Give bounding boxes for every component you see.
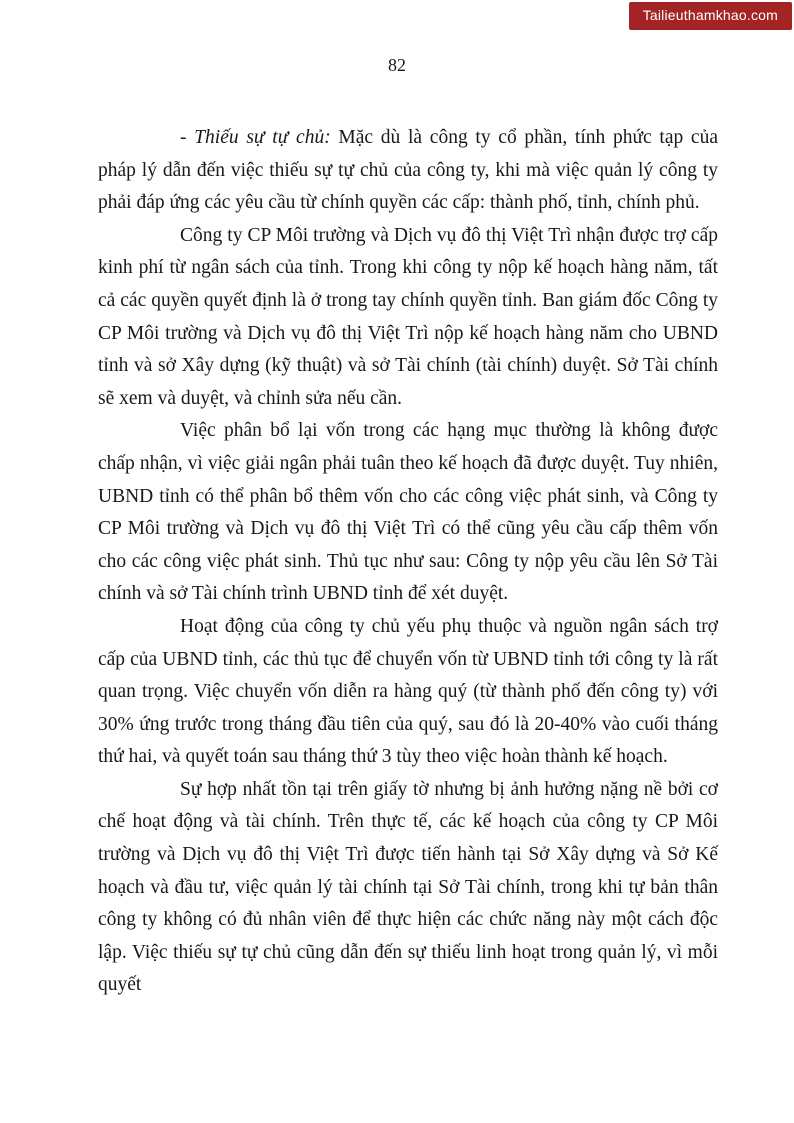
paragraph: Công ty CP Môi trường và Dịch vụ đô thị Việt Trì nhận được trợ cấp kinh phí từ ngân sách của tỉnh. Trong khi công ty nộp kế hoạch hàng năm, tất cả các quyền quyết định là ở trong tay chính quyền tỉnh. Ban giám đốc Công ty CP Môi trường và Dịch vụ đô thị Việt Trì nộp kế hoạch hàng năm cho UBND tỉnh và sở Xây dựng (kỹ thuật) và sở Tài chính (tài chính) duyệt. Sở Tài chính sẽ xem và duyệt, và chỉnh sửa nếu cần. xyxy=(98,224,718,409)
paragraph: Việc phân bổ lại vốn trong các hạng mục thường là không được chấp nhận, vì việc giải ngân phải tuân theo kế hoạch đã được duyệt. Tuy nhiên, UBND tỉnh có thể phân bổ thêm vốn cho các công việc phát sinh, và Công ty CP Môi trường và Dịch vụ đô thị Việt Trì có thể cũng yêu cầu cấp thêm vốn cho các công việc phát sinh. Thủ tục như sau: Công ty nộp yêu cầu lên Sở Tài chính và sở Tài chính trình UBND tỉnh để xét duyệt. xyxy=(98,420,718,605)
paragraph xyxy=(98,122,718,220)
document-body xyxy=(98,122,718,1002)
paragraph: Sự hợp nhất tồn tại trên giấy tờ nhưng bị ảnh hưởng nặng nề bởi cơ chế hoạt động và tài chính. Trên thực tế, các kế hoạch của công ty CP Môi trường và Dịch vụ đô thị Việt Trì được tiến hành tại Sở Xây dựng và Sở Kế hoạch và đầu tư, việc quản lý tài chính tại Sở Tài chính, trong khi tự bản thân công ty không có đủ nhân viên để thực hiện các chức năng này một cách độc lập. Việc thiếu sự tự chủ cũng dẫn đến sự thiếu linh hoạt trong quản lý, vì mỗi quyết xyxy=(98,778,718,996)
paragraph: Hoạt động của công ty chủ yếu phụ thuộc và nguồn ngân sách trợ cấp của UBND tỉnh, các thủ tục để chuyển vốn từ UBND tỉnh tới công ty là rất quan trọng. Việc chuyển vốn diễn ra hàng quý (từ thành phố đến công ty) với 30% ứng trước trong tháng đầu tiên của quý, sau đó là 20-40% vào cuối tháng thứ hai, và quyết toán sau tháng thứ 3 tùy theo việc hoàn thành kế hoạch. xyxy=(98,615,718,768)
page-number: 82 xyxy=(388,55,406,75)
paragraph-text: Mặc dù là công ty cổ phần, tính phức tạp của pháp lý dẫn đến việc thiếu sự tự chủ của công ty, khi mà việc quản lý công ty phải đáp ứng các yêu cầu từ chính quyền các cấp: thành phố, tỉnh, chính phủ. xyxy=(98,127,718,214)
watermark-badge[interactable]: Tailieuthamkhao.com xyxy=(629,2,792,30)
paragraph-lead-italic: - Thiếu sự tự chủ: xyxy=(180,127,331,148)
